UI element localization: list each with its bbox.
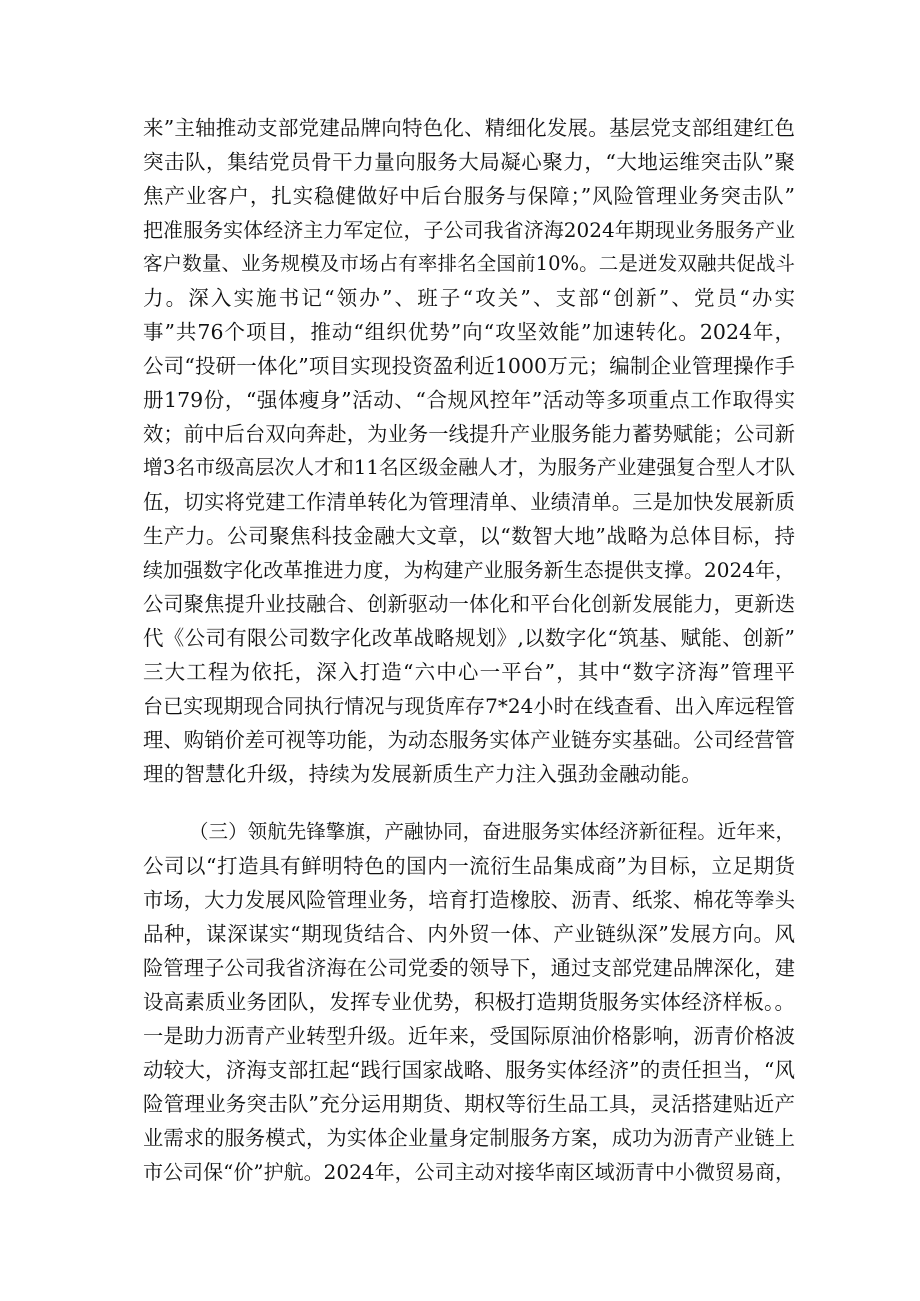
text-line: 业需求的服务模式，为实体企业量身定制服务方案，成功为沥青产业链上 — [143, 1126, 795, 1150]
text-line: 突击队，集结党员骨干力量向服务大局凝心聚力，“大地运维突击队”聚 — [143, 150, 795, 174]
text-line: （三）领航先锋擎旗，产融协同，奋进服务实体经济新征程。近年来， — [189, 820, 795, 843]
text-line: 险管理子公司我省济海在公司党委的领导下，通过支部党建品牌深化，建 — [143, 956, 795, 980]
text-line: 理的智慧化升级，持续为发展新质生产力注入强劲金融动能。 — [143, 762, 702, 786]
text-line: 台已实现期现合同执行情况与现货库存7*24小时在线查看、出入库远程管 — [143, 694, 795, 718]
text-line: 公司聚焦提升业技融合、创新驱动一体化和平台化创新发展能力，更新迭 — [143, 592, 795, 616]
text-line: 三大工程为依托，深入打造“六中心一平台”，其中“数字济海”管理平 — [143, 660, 795, 684]
text-line: 一是助力沥青产业转型升级。近年来，受国际原油价格影响，沥青价格波 — [143, 1024, 795, 1048]
text-line: 来”主轴推动支部党建品牌向特色化、精细化发展。基层党支部组建红色 — [143, 116, 795, 140]
text-line: 品种，谋深谋实“期现货结合、内外贸一体、产业链纵深”发展方向。风 — [143, 922, 795, 946]
text-line: 公司“投研一体化”项目实现投资盈利近1000万元；编制企业管理操作手 — [143, 354, 795, 378]
text-line: 客户数量、业务规模及市场占有率排名全国前10%。二是迸发双融共促战斗 — [143, 252, 795, 275]
text-line: 理、购销价差可视等功能，为动态服务实体产业链夯实基础。公司经营管 — [143, 728, 795, 752]
text-line: 续加强数字化改革推进力度，为构建产业服务新生态提供支撑。2024年， — [143, 558, 795, 582]
text-line: 力。深入实施书记“领办”、班子“攻关”、支部“创新”、党员“办实 — [143, 286, 795, 310]
text-line: 把准服务实体经济主力军定位，子公司我省济海2024年期现业务服务产业 — [143, 218, 795, 242]
text-line: 增3名市级高层次人才和11名区级金融人才，为服务产业建强复合型人才队 — [143, 456, 795, 479]
text-line: 设高素质业务团队，发挥专业优势，积极打造期货服务实体经济样板。。 — [143, 990, 795, 1014]
text-line: 市公司保“价”护航。2024年，公司主动对接华南区域沥青中小微贸易商， — [143, 1160, 795, 1184]
text-line: 险管理业务突击队”充分运用期货、期权等衍生品工具，灵活搭建贴近产 — [143, 1092, 795, 1116]
text-line: 册179份，“强体瘦身”活动、“合规风控年”活动等多项重点工作取得实 — [143, 388, 795, 412]
text-line: 效；前中后台双向奔赴，为业务一线提升产业服务能力蓄势赋能；公司新 — [143, 422, 795, 446]
text-line: 事”共76个项目，推动“组织优势”向“攻坚效能”加速转化。2024年， — [143, 320, 795, 344]
text-line: 焦产业客户，扎实稳健做好中后台服务与保障；”风险管理业务突击队” — [143, 184, 795, 208]
text-line: 市场，大力发展风险管理业务，培育打造橡胶、沥青、纸浆、棉花等拳头 — [143, 888, 795, 912]
text-line: 动较大，济海支部扛起“践行国家战略、服务实体经济”的责任担当，“风 — [143, 1058, 795, 1082]
text-line: 伍，切实将党建工作清单转化为管理清单、业绩清单。三是加快发展新质 — [143, 490, 795, 514]
text-line: 公司以“打造具有鲜明特色的国内一流衍生品集成商”为目标，立足期货 — [143, 854, 795, 878]
text-line: 生产力。公司聚焦科技金融大文章，以“数智大地”战略为总体目标，持 — [143, 524, 795, 548]
text-line: 代《公司有限公司数字化改革战略规划》,以数字化“筑基、赋能、创新” — [143, 626, 795, 650]
